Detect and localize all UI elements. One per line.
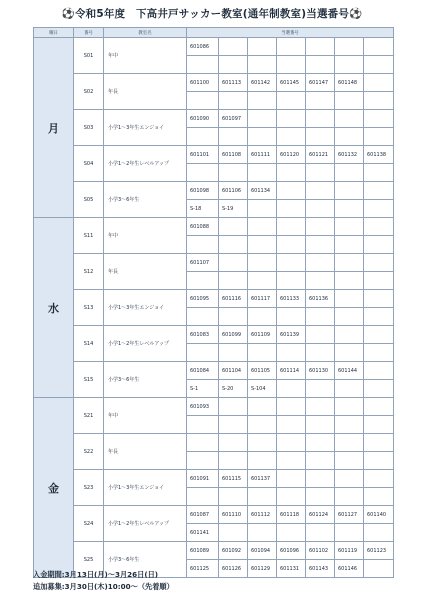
winning-number-cell	[364, 290, 394, 308]
winning-number-cell: 601139	[277, 326, 306, 344]
winning-number-cell	[248, 200, 277, 218]
winning-number-cell	[277, 164, 306, 182]
winning-number-cell	[219, 236, 248, 254]
winning-number-cell	[248, 92, 277, 110]
winning-number-cell	[335, 254, 364, 272]
class-name: 年長	[104, 254, 187, 290]
winning-number-cell	[335, 38, 364, 56]
winning-number-cell	[277, 524, 306, 542]
header-winning-numbers: 当選番号	[187, 28, 394, 38]
winning-number-cell	[335, 416, 364, 434]
winning-number-cell	[364, 182, 394, 200]
winning-number-cell	[364, 308, 394, 326]
class-code: S14	[74, 326, 104, 362]
winning-number-cell	[364, 200, 394, 218]
winning-number-cell	[187, 236, 219, 254]
winning-number-cell: 601113	[219, 74, 248, 92]
class-name: 小学1〜3年生エンジョイ	[104, 110, 187, 146]
winning-number-cell	[364, 470, 394, 488]
winning-number-cell	[219, 416, 248, 434]
winning-number-cell	[335, 164, 364, 182]
winning-number-cell: 601148	[335, 74, 364, 92]
winning-number-cell	[219, 398, 248, 416]
winning-number-cell: 601108	[219, 146, 248, 164]
winning-number-cell	[187, 308, 219, 326]
winning-number-cell: 601118	[277, 506, 306, 524]
winning-number-cell	[306, 434, 335, 452]
winning-number-cell: 601086	[187, 38, 219, 56]
winning-number-cell	[335, 524, 364, 542]
table-row	[34, 38, 394, 56]
winning-number-cell	[364, 272, 394, 290]
winning-number-cell	[277, 470, 306, 488]
winning-number-cell: 601133	[277, 290, 306, 308]
winning-number-cell: 601099	[219, 326, 248, 344]
winning-number-cell	[277, 92, 306, 110]
table-row	[34, 470, 394, 488]
table-row	[34, 110, 394, 128]
class-code: S22	[74, 434, 104, 470]
header-row	[34, 28, 394, 38]
winning-number-cell	[248, 398, 277, 416]
winning-number-cell	[248, 110, 277, 128]
winning-number-cell: 601130	[306, 362, 335, 380]
winning-number-cell: 601098	[187, 182, 219, 200]
winning-number-cell	[277, 272, 306, 290]
winning-number-cell	[335, 56, 364, 74]
winning-number-cell	[335, 110, 364, 128]
winning-number-cell	[187, 452, 219, 470]
winning-number-cell	[306, 398, 335, 416]
winning-number-cell	[219, 164, 248, 182]
winning-number-cell: 601110	[219, 506, 248, 524]
winning-number-cell	[248, 452, 277, 470]
winning-number-cell	[248, 38, 277, 56]
winning-number-cell	[277, 236, 306, 254]
table-row	[34, 434, 394, 452]
winning-number-cell	[306, 56, 335, 74]
winning-number-cell	[335, 128, 364, 146]
winning-number-cell	[219, 308, 248, 326]
class-name: 年中	[104, 218, 187, 254]
class-name: 小学3〜6年生	[104, 362, 187, 398]
winning-number-cell: 601112	[248, 506, 277, 524]
class-code: S03	[74, 110, 104, 146]
winning-number-cell	[364, 344, 394, 362]
winning-number-cell	[277, 416, 306, 434]
winning-number-cell	[335, 398, 364, 416]
class-name: 小学1〜3年生エンジョイ	[104, 470, 187, 506]
winning-number-cell	[306, 308, 335, 326]
winning-number-cell	[248, 218, 277, 236]
header-number: 番号	[74, 28, 104, 38]
winning-number-cell: 601126	[219, 560, 248, 578]
winning-number-cell	[277, 452, 306, 470]
winning-number-cell	[277, 38, 306, 56]
table-row	[34, 362, 394, 380]
winning-number-cell	[335, 308, 364, 326]
winning-number-cell	[277, 128, 306, 146]
winning-number-cell: 601127	[335, 506, 364, 524]
winning-number-cell	[364, 56, 394, 74]
winning-number-cell	[248, 416, 277, 434]
class-code: S01	[74, 38, 104, 74]
winning-number-cell: 601124	[306, 506, 335, 524]
winning-number-cell	[306, 452, 335, 470]
winning-number-cell	[335, 182, 364, 200]
winning-number-cell: 601145	[277, 74, 306, 92]
class-name: 小学3〜6年生	[104, 182, 187, 218]
day-label: 水	[34, 218, 74, 398]
winning-number-cell: 601093	[187, 398, 219, 416]
winning-number-cell: 601143	[306, 560, 335, 578]
table-row	[34, 254, 394, 272]
header-day: 曜日	[34, 28, 74, 38]
winning-number-cell	[335, 452, 364, 470]
class-code: S13	[74, 290, 104, 326]
class-name: 年長	[104, 434, 187, 470]
winning-number-cell	[306, 182, 335, 200]
winning-number-cell	[219, 92, 248, 110]
winning-number-cell	[187, 92, 219, 110]
class-name: 小学1〜3年生エンジョイ	[104, 290, 187, 326]
winning-number-cell	[248, 56, 277, 74]
winning-number-cell: S-19	[219, 200, 248, 218]
winning-number-cell	[248, 254, 277, 272]
winning-number-cell: 601136	[306, 290, 335, 308]
winning-number-cell	[248, 488, 277, 506]
winning-number-cell	[187, 164, 219, 182]
table-body	[34, 38, 394, 578]
additional-recruitment-text: 追加募集:3月30日(木)10:00〜（先着順）	[33, 582, 174, 591]
winning-number-cell	[248, 272, 277, 290]
winning-number-cell	[364, 524, 394, 542]
winning-number-cell	[306, 488, 335, 506]
winning-number-cell	[306, 218, 335, 236]
winning-number-cell: 601120	[277, 146, 306, 164]
table-row	[34, 218, 394, 236]
winning-number-cell	[277, 434, 306, 452]
class-name: 小学3〜6年生	[104, 542, 187, 578]
class-code: S23	[74, 470, 104, 506]
class-code: S15	[74, 362, 104, 398]
winning-number-cell: 601141	[187, 524, 219, 542]
winning-number-cell	[219, 488, 248, 506]
winning-number-cell: 601095	[187, 290, 219, 308]
winning-number-cell	[277, 182, 306, 200]
winning-number-cell: 601088	[187, 218, 219, 236]
table-row	[34, 74, 394, 92]
day-label: 月	[34, 38, 74, 218]
winning-number-cell: 601129	[248, 560, 277, 578]
winning-number-cell	[335, 218, 364, 236]
winning-number-cell: 601106	[219, 182, 248, 200]
winning-number-cell	[306, 272, 335, 290]
winning-number-cell: 601142	[248, 74, 277, 92]
winning-number-cell: 601100	[187, 74, 219, 92]
winning-number-cell: 601092	[219, 542, 248, 560]
winning-number-cell	[364, 164, 394, 182]
winning-number-cell	[306, 344, 335, 362]
winning-number-cell: 601102	[306, 542, 335, 560]
winning-number-cell	[187, 128, 219, 146]
winning-number-cell: 601119	[335, 542, 364, 560]
winning-number-cell: 601111	[248, 146, 277, 164]
winning-number-cell: 601117	[248, 290, 277, 308]
winning-number-cell	[219, 272, 248, 290]
winning-number-cell: 601137	[248, 470, 277, 488]
winning-number-cell	[187, 416, 219, 434]
winning-number-cell	[306, 524, 335, 542]
winning-number-cell	[187, 56, 219, 74]
winning-number-cell	[364, 38, 394, 56]
table-row	[34, 182, 394, 200]
winning-number-cell	[306, 236, 335, 254]
winning-number-cell	[248, 434, 277, 452]
winning-number-cell: 601140	[364, 506, 394, 524]
winning-number-cell	[306, 92, 335, 110]
winning-number-cell	[335, 326, 364, 344]
winning-number-cell	[306, 200, 335, 218]
header-class-name: 教室名	[104, 28, 187, 38]
winning-number-cell	[187, 488, 219, 506]
winning-number-cell	[219, 254, 248, 272]
winning-number-cell	[335, 344, 364, 362]
winning-number-cell: 601123	[364, 542, 394, 560]
table-row	[34, 542, 394, 560]
winning-number-cell	[277, 488, 306, 506]
winning-number-cell	[306, 38, 335, 56]
winning-number-cell: 601144	[335, 362, 364, 380]
class-code: S21	[74, 398, 104, 434]
winning-number-cell	[277, 110, 306, 128]
winning-number-cell: 601089	[187, 542, 219, 560]
winning-number-cell: 601116	[219, 290, 248, 308]
day-label: 金	[34, 398, 74, 578]
winning-number-cell: 601138	[364, 146, 394, 164]
winning-number-cell	[306, 164, 335, 182]
winning-number-cell	[335, 236, 364, 254]
class-code: S05	[74, 182, 104, 218]
page-title: ⚽令和5年度 下高井戸サッカー教室(通年制教室)当選番号⚽	[61, 8, 363, 20]
winning-number-cell	[364, 434, 394, 452]
winning-number-cell	[364, 362, 394, 380]
winning-number-cell	[219, 128, 248, 146]
winning-number-cell	[219, 452, 248, 470]
winning-number-cell	[277, 398, 306, 416]
winning-number-cell	[248, 524, 277, 542]
winning-number-cell	[364, 128, 394, 146]
winning-number-cell	[248, 164, 277, 182]
winning-number-cell	[277, 344, 306, 362]
winning-number-cell	[306, 254, 335, 272]
winning-number-cell	[364, 110, 394, 128]
winning-number-cell	[277, 218, 306, 236]
winning-number-cell: 601121	[306, 146, 335, 164]
winning-number-cell	[364, 452, 394, 470]
winning-number-cell	[219, 56, 248, 74]
table-row	[34, 326, 394, 344]
winning-number-cell: 601096	[277, 542, 306, 560]
winning-number-cell	[277, 308, 306, 326]
winning-number-cell	[248, 128, 277, 146]
class-name: 年中	[104, 398, 187, 434]
winning-number-cell: 601097	[219, 110, 248, 128]
winning-number-cell: 601134	[248, 182, 277, 200]
class-code: S11	[74, 218, 104, 254]
class-code: S25	[74, 542, 104, 578]
winning-number-cell	[277, 200, 306, 218]
winning-number-cell: S-18	[187, 200, 219, 218]
winning-number-cell: S-104	[248, 380, 277, 398]
winning-number-cell	[277, 56, 306, 74]
winning-number-cell: S-1	[187, 380, 219, 398]
winning-number-cell	[219, 524, 248, 542]
winning-number-cell	[335, 200, 364, 218]
winning-number-cell	[219, 434, 248, 452]
class-name: 小学1〜2年生レベルアップ	[104, 506, 187, 542]
winning-number-cell	[219, 218, 248, 236]
winning-number-cell	[248, 236, 277, 254]
class-code: S12	[74, 254, 104, 290]
winners-table	[33, 27, 394, 578]
winning-number-cell	[335, 92, 364, 110]
winning-number-cell	[277, 380, 306, 398]
winning-number-cell	[306, 470, 335, 488]
winning-number-cell	[335, 470, 364, 488]
winning-number-cell	[277, 254, 306, 272]
class-name: 年長	[104, 74, 187, 110]
winning-number-cell: 601094	[248, 542, 277, 560]
class-name: 年中	[104, 38, 187, 74]
winning-number-cell	[187, 344, 219, 362]
winning-number-cell: 601090	[187, 110, 219, 128]
winning-number-cell: 601104	[219, 362, 248, 380]
winning-number-cell: 601105	[248, 362, 277, 380]
winning-number-cell	[364, 92, 394, 110]
winning-number-cell: 601146	[335, 560, 364, 578]
winning-number-cell	[335, 290, 364, 308]
winning-number-cell	[364, 254, 394, 272]
winning-number-cell: 601091	[187, 470, 219, 488]
table-row	[34, 146, 394, 164]
winning-number-cell	[364, 560, 394, 578]
winning-number-cell: 601109	[248, 326, 277, 344]
winning-number-cell: 601125	[187, 560, 219, 578]
winning-number-cell: 601084	[187, 362, 219, 380]
winning-number-cell	[187, 272, 219, 290]
winning-number-cell: 601132	[335, 146, 364, 164]
class-code: S04	[74, 146, 104, 182]
table-row	[34, 398, 394, 416]
winning-number-cell	[364, 398, 394, 416]
winning-number-cell	[219, 38, 248, 56]
table-row	[34, 506, 394, 524]
winning-number-cell	[248, 344, 277, 362]
payment-period-text: 入金期間:3月13日(月)〜3月26日(日)	[33, 570, 159, 579]
winning-number-cell: 601131	[277, 560, 306, 578]
winning-number-cell	[364, 380, 394, 398]
winning-number-cell	[306, 326, 335, 344]
class-code: S02	[74, 74, 104, 110]
winning-number-cell	[364, 326, 394, 344]
winning-number-cell	[306, 128, 335, 146]
winning-number-cell	[335, 272, 364, 290]
winning-number-cell	[364, 74, 394, 92]
winning-number-cell	[364, 218, 394, 236]
winning-number-cell	[364, 488, 394, 506]
winning-number-cell: 601147	[306, 74, 335, 92]
table-row	[34, 290, 394, 308]
class-name: 小学1〜2年生レベルアップ	[104, 146, 187, 182]
winning-number-cell	[306, 380, 335, 398]
winning-number-cell	[335, 380, 364, 398]
winning-number-cell	[364, 416, 394, 434]
winning-number-cell	[364, 236, 394, 254]
class-code: S24	[74, 506, 104, 542]
class-name: 小学1〜2年生レベルアップ	[104, 326, 187, 362]
winning-number-cell	[335, 434, 364, 452]
winning-number-cell: 601083	[187, 326, 219, 344]
winning-number-cell	[187, 434, 219, 452]
winning-number-cell: S-20	[219, 380, 248, 398]
winning-number-cell	[335, 488, 364, 506]
winning-number-cell: 601087	[187, 506, 219, 524]
winning-number-cell: 601115	[219, 470, 248, 488]
winning-number-cell: 601107	[187, 254, 219, 272]
winning-number-cell	[248, 308, 277, 326]
winning-number-cell: 601114	[277, 362, 306, 380]
winning-number-cell	[306, 110, 335, 128]
winning-number-cell: 601101	[187, 146, 219, 164]
winning-number-cell	[306, 416, 335, 434]
winning-number-cell	[219, 344, 248, 362]
